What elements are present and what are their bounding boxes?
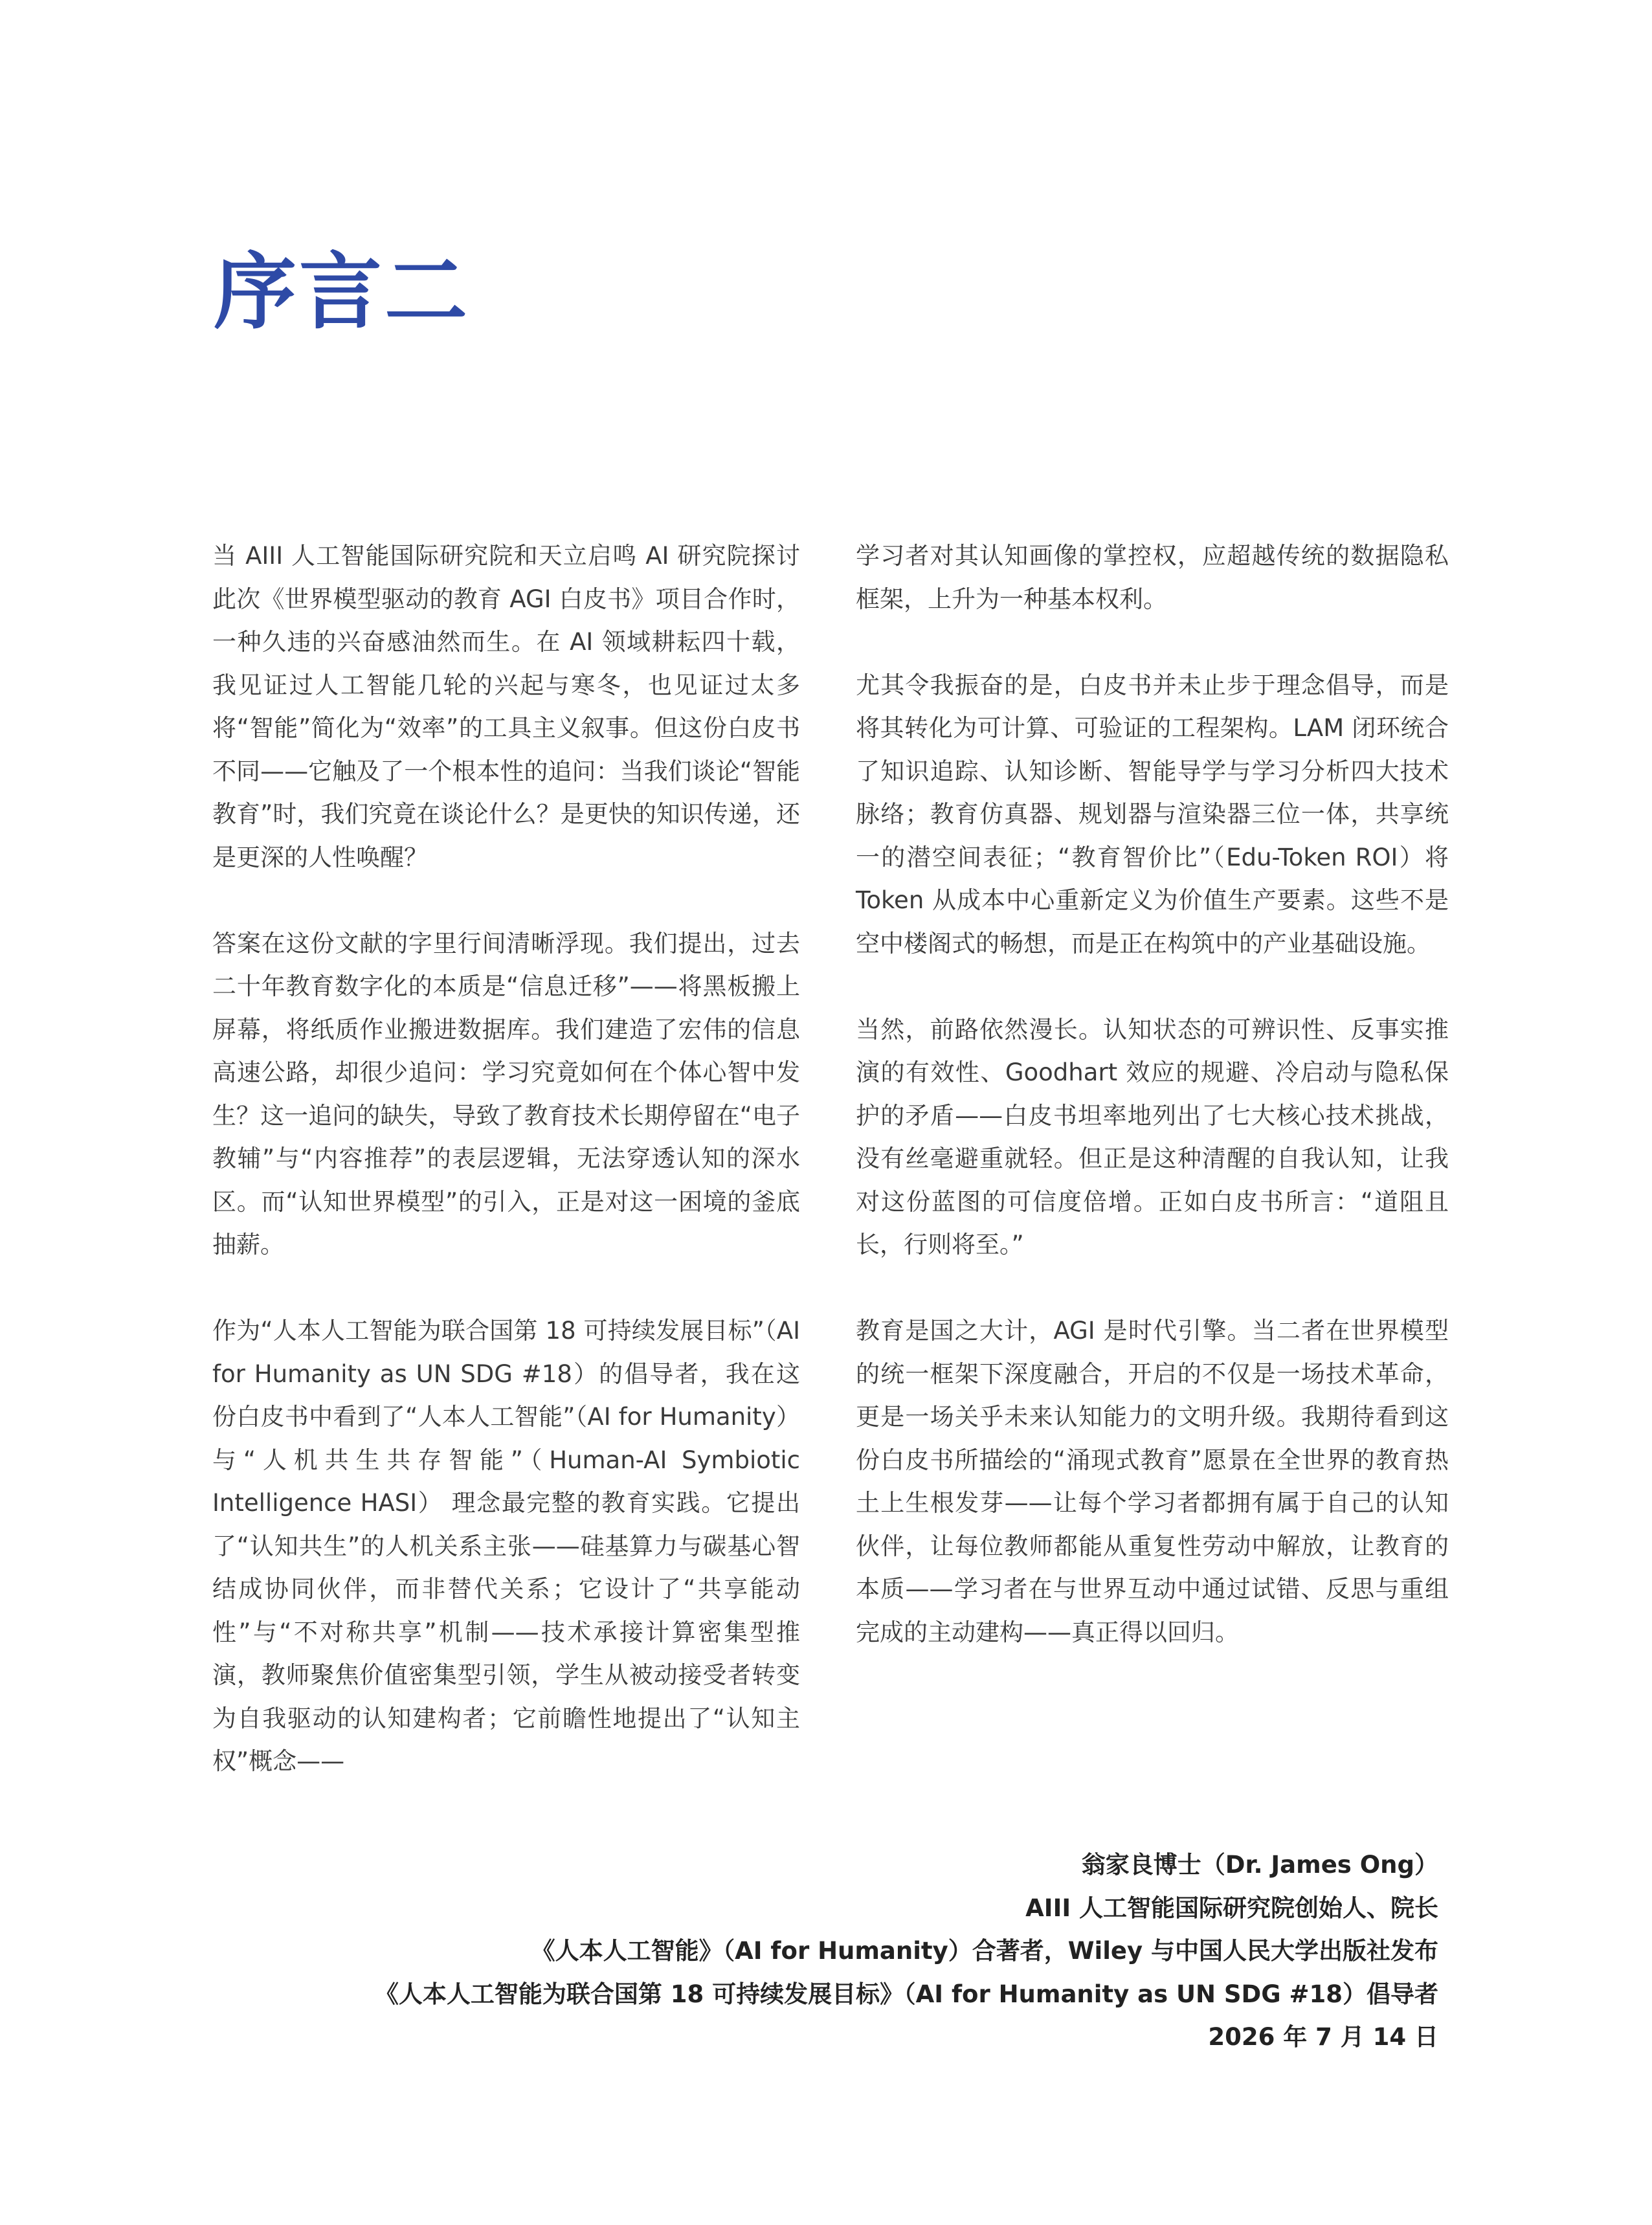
signature-role: AIII 人工智能国际研究院创始人、院长 — [1025, 1894, 1438, 1922]
signature-book: 《人本人工智能》（AI for Humanity）合著者，Wiley 与中国人民大学出版社发布 — [531, 1937, 1438, 1965]
signature-date: 2026 年 7 月 14 日 — [1208, 2023, 1438, 2051]
signature-name: 翁家良博士（Dr. James Ong） — [1081, 1851, 1438, 1879]
paragraph: 尤其令我振奋的是，白皮书并未止步于理念倡导，而是将其转化为可计算、可验证的工程架构。LAM 闭环统合了知识追踪、认知诊断、智能导学与学习分析四大技术脉络；教育仿真器、规划器与渲染器三位一体，共享统一的潜空间表征；“教育智价比”（Edu-Token ROI）将 Token 从成本中心重新定义为价值生产要素。这些不是空中楼阁式的畅想，而是正在构筑中的产业基础设施。 — [856, 671, 1449, 957]
page-title: 序言二 — [214, 244, 471, 341]
paragraph: 教育是国之大计，AGI 是时代引擎。当二者在世界模型的统一框架下深度融合，开启的不仅是一场技术革命，更是一场关乎未来认知能力的文明升级。我期待看到这份白皮书所描绘的“涌现式教育”愿景在全世界的教育热土上生根发芽——让每个学习者都拥有属于自己的认知伙伴，让每位教师都能从重复性劳动中解放，让教育的本质——学习者在与世界互动中通过试错、反思与重组完成的主动建构——真正得以回归。 — [856, 1317, 1449, 1646]
paragraph: 作为“人本人工智能为联合国第 18 可持续发展目标”（AI for Humanity as UN SDG #18）的倡导者，我在这份白皮书中看到了“人本人工智能”（AI for Humanity）与“人机共生共存智能”（Human-AI Symbiotic Intelligence HASI） 理念最完整的教育实践。它提出了“认知共生”的人机关系主张——硅基算力与碳基心智结成协同伙伴，而非替代关系；它设计了“共享能动性”与“不对称共享”机制——技术承接计算密集型推演，教师聚焦价值密集型引领，学生从被动接受者转变为自我驱动的认知建构者；它前瞻性地提出了“认知主权”概念—— — [212, 1317, 800, 1775]
paragraph: 当 AIII 人工智能国际研究院和天立启鸣 AI 研究院探讨此次《世界模型驱动的教育 AGI 白皮书》项目合作时，一种久违的兴奋感油然而生。在 AI 领域耕耘四十载，我见证过人工智能几轮的兴起与寒冬，也见证过太多将“智能”简化为“效率”的工具主义叙事。但这份白皮书不同——它触及了一个根本性的追问：当我们谈论“智能教育”时，我们究竟在谈论什么？是更快的知识传递，还是更深的人性唤醒？ — [212, 542, 800, 871]
left-column — [212, 535, 800, 1783]
signature-advocacy: 《人本人工智能为联合国第 18 可持续发展目标》（AI for Humanity as UN SDG #18）倡导者 — [374, 1980, 1438, 2008]
paragraph: 当然，前路依然漫长。认知状态的可辨识性、反事实推演的有效性、Goodhart 效应的规避、冷启动与隐私保护的矛盾——白皮书坦率地列出了七大核心技术挑战，没有丝毫避重就轻。但正是这种清醒的自我认知，让我对这份蓝图的可信度倍增。正如白皮书所言：“道阻且长，行则将至。” — [856, 1015, 1449, 1258]
signature-block — [375, 1844, 1438, 2059]
right-column — [856, 535, 1449, 1654]
paragraph: 答案在这份文献的字里行间清晰浮现。我们提出，过去二十年教育数字化的本质是“信息迁移”——将黑板搬上屏幕，将纸质作业搬进数据库。我们建造了宏伟的信息高速公路，却很少追问：学习究竟如何在个体心智中发生？这一追问的缺失，导致了教育技术长期停留在“电子教辅”与“内容推荐”的表层逻辑，无法穿透认知的深水区。而“认知世界模型”的引入，正是对这一困境的釜底抽薪。 — [212, 929, 800, 1258]
paragraph: 学习者对其认知画像的掌控权，应超越传统的数据隐私框架，上升为一种基本权利。 — [856, 542, 1449, 613]
